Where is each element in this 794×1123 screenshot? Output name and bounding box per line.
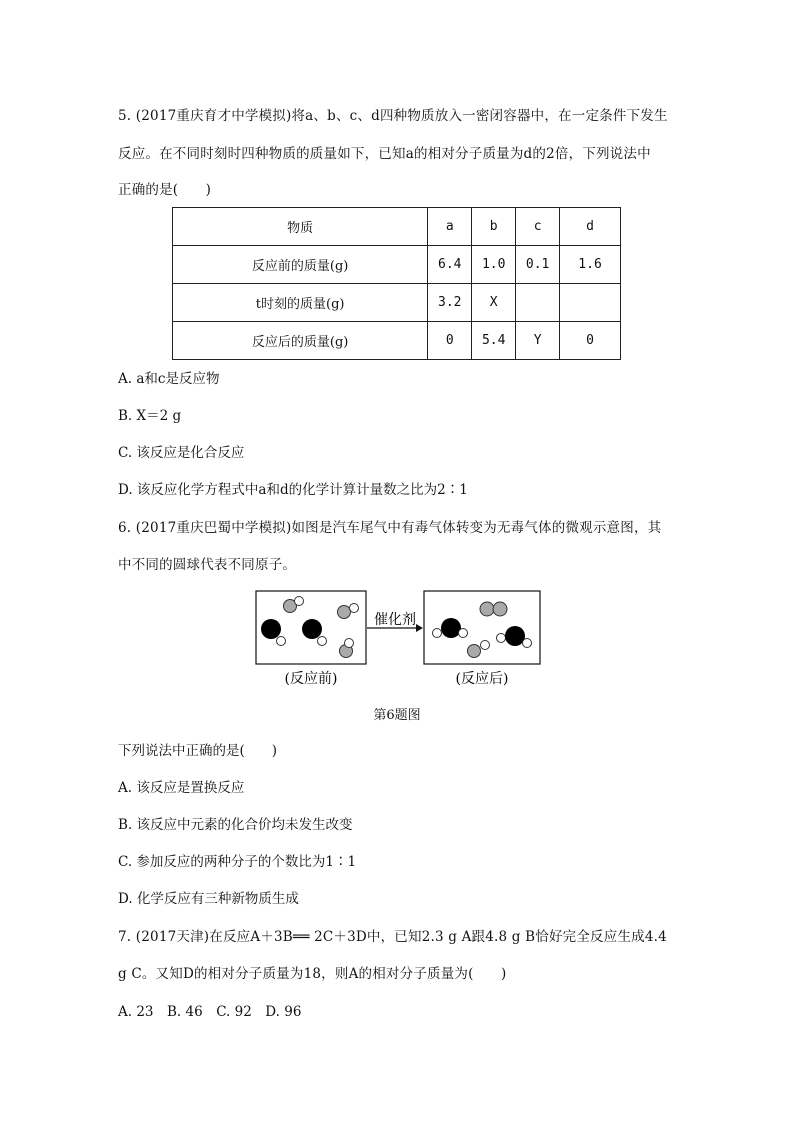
table-cell [516,284,560,322]
table-cell: 5.4 [472,322,516,360]
table-cell: 0.1 [516,246,560,284]
table-cell: 0 [560,322,621,360]
q7-options: A. 23 B. 46 C. 92 D. 96 [118,1004,302,1020]
table-cell [560,284,621,322]
q7-stem-line-2: g C。又知D的相对分子质量为18，则A的相对分子质量为( ) [118,966,507,982]
table-row [173,284,621,322]
table-row [173,322,621,360]
q5-option-b: B. X＝2 g [118,408,182,424]
table-cell: 反应前的质量(g) [173,246,428,284]
mass-table [172,207,621,360]
q6-stem-line-2: 中不同的圆球代表不同原子。 [118,557,297,573]
q5-option-d: D. 该反应化学方程式中a和d的化学计算计量数之比为2∶1 [118,482,468,498]
q5-stem-line-2: 反应。在不同时刻时四种物质的质量如下，已知a的相对分子质量为d的2倍，下列说法中 [118,146,651,162]
q6-option-c: C. 参加反应的两种分子的个数比为1∶1 [118,854,357,870]
table-cell: t时刻的质量(g) [173,284,428,322]
reaction-diagram [255,590,545,690]
q6-option-a: A. 该反应是置换反应 [118,780,245,796]
table-header-cell: a [428,208,472,246]
table-header-cell: 物质 [173,208,428,246]
q5-option-a: A. a和c是反应物 [118,371,220,387]
after-label: (反应后) [455,671,509,687]
table-cell: 0 [428,322,472,360]
table-cell: Y [516,322,560,360]
table-cell: 3.2 [428,284,472,322]
table-cell: 反应后的质量(g) [173,322,428,360]
table-cell: 1.6 [560,246,621,284]
table-header-row [173,208,621,246]
table-row [173,246,621,284]
q5-stem-line-1: 5. (2017重庆育才中学模拟)将a、b、c、d四种物质放入一密闭容器中，在一定条件下发生 [118,108,668,124]
before-label: (反应前) [284,671,338,687]
q6-option-d: D. 化学反应有三种新物质生成 [118,891,299,907]
q6-question: 下列说法中正确的是( ) [118,743,278,759]
q7-stem-line-1: 7. (2017天津)在反应A＋3B══ 2C＋3D中，已知2.3 g A跟4.8 g B恰好完全反应生成4.4 [118,929,667,945]
table-header-cell: c [516,208,560,246]
figure-caption: 第6题图 [373,708,421,723]
catalyst-label: 催化剂 [374,612,416,628]
q5-option-c: C. 该反应是化合反应 [118,445,245,461]
arrow-head [416,624,423,632]
table-cell: X [472,284,516,322]
q6-option-b: B. 该反应中元素的化合价均未发生改变 [118,817,353,833]
q5-stem-line-3: 正确的是( ) [118,182,212,198]
table-header-cell: b [472,208,516,246]
q6-stem-line-1: 6. (2017重庆巴蜀中学模拟)如图是汽车尾气中有毒气体转变为无毒气体的微观示意图，其 [118,520,662,536]
table-header-cell: d [560,208,621,246]
table-cell: 1.0 [472,246,516,284]
table-cell: 6.4 [428,246,472,284]
